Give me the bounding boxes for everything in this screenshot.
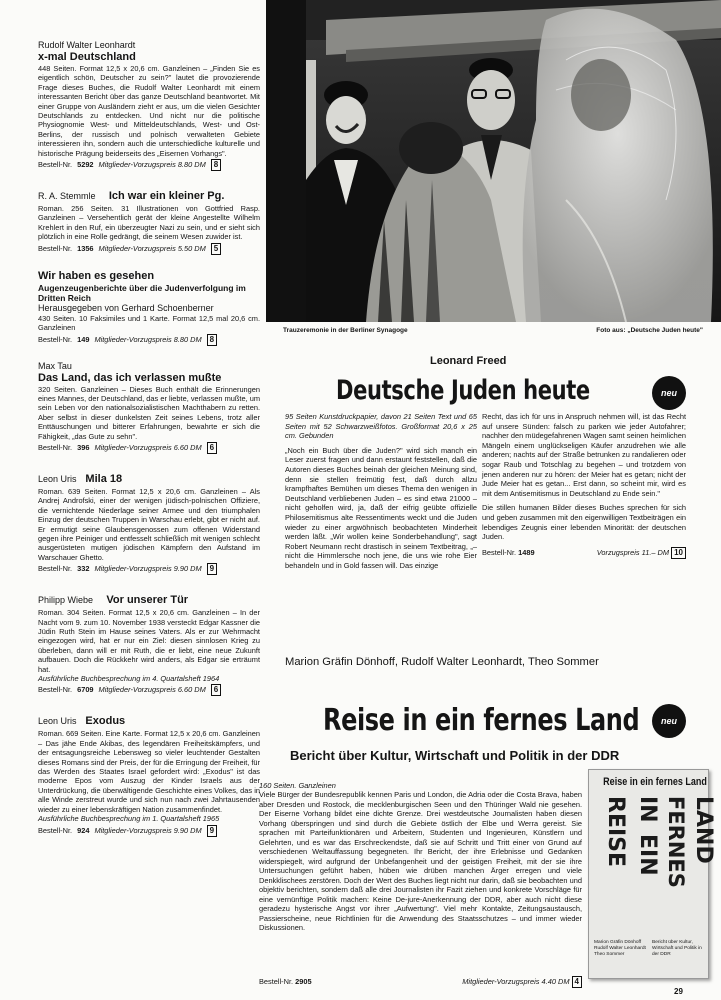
feature-paragraph: Die stillen humanen Bilder dieses Buches sprechen für sich und geben zusammen mit den eigenwilligen Textbeiträgen ein lebendiges Zeugnis einer lebenden Minorität: der deutschen Juden.: [482, 503, 686, 542]
price-code: 10: [671, 547, 686, 559]
order-number: 2905: [295, 977, 312, 986]
book-entry: [38, 590, 260, 696]
price-code: 6: [207, 442, 217, 454]
order-number: 332: [77, 564, 90, 574]
cover-word: REISE: [603, 796, 628, 868]
book-entry: [38, 270, 260, 346]
ad-description: Viele Bürger der Bundesrepublik kennen Paris und London, die Adria oder die Costa Brava, haben aber Dresden und Rostock, die mecklenburgischen Seen und den Thüringer Wald nie gesehen. Der Eiserne Vorhang bildet eine dichte Grenze. Drei westdeutsche Journalisten haben diesen Vorhang überspringen und sind durch die Gebiete östlich der Elbe und Werra gereist. Sie sprachen mit Parteifunktionären und Arbeitern, Studenten und Ingenieuren, Künstlern und Gelehrten, und es war das Erschreckendste, daß sie auf Schritt und Tritt einer von Grund auf verschiedenen Weltauffassung begegneten. Ihr Bericht, der ihre Erlebnisse und Gedanken widerspiegelt, wird aufgrund der Unbefangenheit und der geistigen Freiheit, mit der sie ihre Untersuchungen geführt haben, hüben wie drüben manchen Ärger erregen und viele Denkklischees zerstören. Doch der Wert des Buches liegt nicht nur darin, daß sie beobachten und objektiv berichten, sondern daß alle drei Journalisten ihr Fazit ziehen und konkrete Vorschläge für eine vernünftige Politik machen: Keine De-jure-Anerkennung der DDR, aber auch nicht diese geradezu hysterische Angst vor ihrer „Aufwertung". Viel mehr Kontakte, Zeitungsaustausch, Passierscheine, neue Richtlinien für die Anwendung des Staatsschutzes – und immer wieder Diskussionen.: [259, 790, 582, 933]
price: Mitglieder-Vorzugspreis 8.80 DM: [98, 160, 206, 170]
order-line: [38, 684, 260, 696]
cover-word: IN: [635, 796, 660, 823]
book-description: Roman. 639 Seiten. Format 12,5 x 20,6 cm. Ganzleinen – Als Andrej Androfski, einer der wenigen jüdisch-polnischen Offiziere, die vernichtende Niederlage seiner Armee und den triumphalen Einzug der deutschen Truppen in Warschau erlebt, gibt er nicht auf. Er ermutigt seine Glaubensgenossen zum offenen Widerstand gegen ihre Peiniger und entfesselt schließlich mit wenigen schlecht ausgerüsteten mutigen jüdischen Kämpfern den Aufstand im Warschauer Ghetto.: [38, 486, 260, 562]
book-description: Roman. 669 Seiten. Eine Karte. Format 12,5 x 20,6 cm. Ganzleinen – Das jähe Ende Akibas, des legendären Freiheitskämpfers, und der entsagungsreiche Lebensweg so vieler leuchtender Gestalten dieses Romans sind der Preis, der für die Erringung der Freiheit, für das Werden des Staates Israel gefordert wird: „Exodus" ist das moderne Epos vom Auszug der Kinder Israels aus der Unterdrückung, die überwältigende Geschichte eines Volkes, das in alle Winde zerstreut wurde und sich nun nach zwei Jahrtausenden wieder zu einer lebenskräftigen Nation zusammenfindet.: [38, 729, 260, 814]
feature-meta: 95 Seiten Kunstdruckpapier, davon 21 Seiten Text und 65 Seiten mit 52 Schwarzweißfotos. Großformat 20,6 x 25 cm. Gebunden: [285, 412, 477, 441]
book-entry: [38, 469, 260, 575]
order-label: Bestell-Nr.: [259, 977, 294, 986]
book-title: Das Land, das ich verlassen mußte: [38, 371, 222, 384]
feature-text-col2: [482, 412, 686, 559]
order-label: Bestell-Nr.: [482, 547, 517, 557]
price-code: 5: [211, 243, 221, 255]
order-number: 5292: [77, 160, 94, 170]
ad-meta: 160 Seiten. Ganzleinen: [259, 781, 336, 790]
order-line: [38, 825, 260, 837]
book-title: Vor unserer Tür: [106, 594, 189, 607]
photo-caption-left: Trauzeremonie in der Berliner Synagoge: [283, 327, 408, 334]
page-number: 29: [674, 987, 683, 996]
ad-subtitle: Bericht über Kultur, Wirtschaft und Politik in der DDR: [290, 748, 620, 763]
book-cover-title: Reise in ein fernes Land: [603, 776, 707, 788]
new-badge: neu: [652, 376, 686, 410]
book-cover-authors: Marion Gräfin Dönhoff Rudolf Walter Leonhardt Theo Sommer: [594, 940, 646, 957]
feature-title: Deutsche Juden heute: [336, 375, 590, 406]
ad-authors: Marion Gräfin Dönhoff, Rudolf Walter Leonhardt, Theo Sommer: [285, 656, 599, 668]
feature-paragraph: „Noch ein Buch über die Juden?" wird sich manch ein Leser zuerst fragen und dann erstaunt feststellen, daß die Autoren dieses Buches beinah der gleichen Meinung sind, denn sie stellen freimütig fest, daß durch allzu krampfhaftes Bemühen um dieses Thema den wenigen in Deutschland verbliebenen Juden – es sind etwa 21000 – nicht geholfen wird, ja, daß der eifrig geübte offizielle Philosemitismus alte Ressentiments weckt und die Juden wieder zu einer argwöhnisch beobachteten Minderheit werden läßt. „Wir wollen keine Sonderbehandlung", sagt Robert Neumann recht drastisch in seinem Textbeitrag, „– nicht die Himmlersche noch jene, die uns wie rohe Eier behandeln und in Gold fassen will. Das einzige: [285, 445, 477, 570]
order-label: Bestell-Nr.: [38, 685, 73, 695]
book-editor: Herausgegeben von Gerhard Schoenberner: [38, 302, 214, 313]
book-author: Max Tau: [38, 360, 72, 371]
book-title: x-mal Deutschland: [38, 51, 136, 63]
order-label: Bestell-Nr.: [38, 334, 73, 344]
book-entry: [38, 361, 260, 454]
book-entry: [38, 186, 260, 255]
order-number: 149: [77, 334, 90, 344]
order-number: 1489: [518, 547, 535, 557]
price-code: 6: [211, 684, 221, 696]
book-cover-subtitle: Bericht über Kultur, Wirtschaft und Politik in der DDR: [652, 940, 702, 957]
order-line: [38, 159, 260, 171]
book-description: Roman. 304 Seiten. Format 12,5 x 20,6 cm. Ganzleinen – In der Nacht vom 9. zum 10. November 1938 versteckt Edgar Kassner die Jüdin Ruth Stein im Hause seines Vaters. Als er zur Wehrmacht eingezogen wird, hat er nur ein Ziel: diesen sinnlosen Krieg zu überleben, dann will er mit Ruth, die er liebt, eine neue Zukunft aufbauen. Doch die Rückkehr wird anders, als Edgar sie erträumt hat.: [38, 608, 260, 674]
book-author: Philipp Wiebe: [38, 595, 94, 606]
book-author: Rudolf Walter Leonhardt: [38, 40, 136, 50]
price: Mitglieder-Vorzugspreis 5.50 DM: [98, 243, 206, 253]
price: Mitglieder-Vorzugspreis 9.90 DM: [94, 564, 202, 574]
book-description: 448 Seiten. Format 12,5 x 20,6 cm. Ganzleinen – „Finden Sie es eigentlich schön, Deutscher zu sein?" lautet die provozierende Frage dieses Buches, die Rudolf Walter Leonhardt mit einem interessanten Bericht über das ganze Deutschland beantwortet. Mit einer Gruppe von Ausländern zieht er aus, um die vielen Gesichter Deutschlands zu entdecken. Und nicht nur die politische Physiognomie West- und Mitteldeutschlands, West- und Ost-Berlins, der russisch und polnisch verwalteten Gebiete interessieren ihn, sondern auch die unterschiedliche kulturelle und historische Prägung beiderseits des „Eisernen Vorhangs".: [38, 64, 260, 158]
price: Vorzugspreis 11.– DM: [596, 547, 670, 557]
feature-text-col1: [285, 412, 477, 576]
book-subtitle: Augenzeugenberichte über die Judenverfolgung im Dritten Reich: [38, 282, 246, 303]
book-title: Exodus: [85, 715, 126, 728]
price-code: 4: [572, 976, 582, 988]
new-badge: neu: [652, 704, 686, 738]
order-label: Bestell-Nr.: [38, 243, 73, 253]
review-note: Ausführliche Buchbesprechung im 4. Quartalsheft 1964: [38, 674, 220, 684]
order-label: Bestell-Nr.: [38, 825, 73, 835]
price-code: 9: [207, 825, 217, 837]
cover-word: EIN: [635, 834, 660, 876]
book-author: Leon Uris: [38, 473, 77, 484]
wedding-photo-illustration: [266, 0, 721, 322]
feature-author: Leonard Freed: [430, 355, 507, 367]
order-number: 396: [77, 442, 90, 452]
feature-paragraph: Recht, das ich für uns in Anspruch nehmen will, ist das Recht auf unsere Sünden: falsch zu parken wie jeder Autofahrer; nachher den müdegefahrenen Wagen samt seinen heimlichen Mängeln einem unglückseligen Käufer anzudrehen wie alle anderen; nachts auf der Straße betrunken zu randalieren oder sogar Raub und Totschlag zu begehen – und trotzdem von jenen anderen nur zu hören: der Meier hat es getan; nicht der Jude Meier hat es getan... Erst dann, so scheint mir, wird es mit dem Antisemitismus in Deutschland zu Ende sein.": [482, 412, 686, 498]
book-title: Wir haben es gesehen: [38, 269, 155, 282]
order-label: Bestell-Nr.: [38, 160, 73, 170]
order-number: 6709: [77, 685, 94, 695]
wedding-photo: [266, 0, 721, 322]
ad-body: [259, 781, 582, 933]
book-title: Mila 18: [85, 472, 123, 485]
order-number: 924: [77, 825, 90, 835]
book-description: 430 Seiten. 10 Faksimiles und 1 Karte. Format 12,5 mal 20,6 cm. Ganzleinen: [38, 313, 260, 333]
book-author: R. A. Stemmle: [38, 191, 96, 202]
order-line: [482, 547, 686, 559]
book-entry: [38, 40, 260, 171]
order-label: Bestell-Nr.: [38, 442, 73, 452]
price: Mitglieder-Vorzugspreis 8.80 DM: [94, 334, 202, 344]
order-line: [38, 563, 260, 575]
order-line: [38, 334, 260, 346]
order-label: Bestell-Nr.: [38, 564, 73, 574]
ad-title: Reise in ein fernes Land: [323, 703, 640, 738]
cover-word: LAND: [691, 796, 716, 864]
book-description: 320 Seiten. Ganzleinen – Dieses Buch enthält die Erinnerungen eines Mannes, der Deutschland, das er liebte, verlassen mußte, um sein Leben vor den nationalsozialistischen Machthabern zu retten. Aber selbst in dieser dunkelsten Zeit seines Lebens, trotz aller Enttäuschungen und bitterer Erfahrungen, bewahrte er sich die Fähigkeit, „das Gute zu sehn".: [38, 384, 260, 441]
price: Mitglieder-Vorzugspreis 4.40 DM: [462, 977, 570, 986]
price-code: 8: [207, 334, 217, 346]
book-cover: [588, 769, 716, 979]
price-code: 8: [211, 159, 221, 171]
review-note: Ausführliche Buchbesprechung im 1. Quartalsheft 1965: [38, 814, 220, 824]
order-line: [38, 442, 260, 454]
book-list: [38, 40, 260, 852]
book-title: Ich war ein kleiner Pg.: [108, 190, 225, 203]
book-entry: [38, 711, 260, 836]
cover-word: FERNES: [664, 796, 688, 888]
order-line: [38, 243, 260, 255]
order-number: 1356: [77, 243, 94, 253]
book-author: Leon Uris: [38, 716, 77, 727]
price-code: 9: [207, 563, 217, 575]
price: Mitglieder-Vorzugspreis 6.60 DM: [94, 442, 202, 452]
book-description: Roman. 256 Seiten. 31 Illustrationen von Gottfried Rasp. Ganzleinen – Versehentlich gerät der kleine Angestellte Wilhelm Krehlert in den Ruf, ein überzeugter Nazi zu sein, und er sieht sich plötzlich in eine Rolle gedrängt, die seinem Wesen zuwider ist.: [38, 204, 260, 242]
order-line: [259, 976, 582, 988]
photo-credit: Foto aus: „Deutsche Juden heute": [596, 327, 703, 334]
price: Mitglieder-Vorzugspreis 9.90 DM: [94, 825, 202, 835]
photo-caption: [283, 327, 703, 334]
price: Mitglieder-Vorzugspreis 6.60 DM: [98, 685, 206, 695]
